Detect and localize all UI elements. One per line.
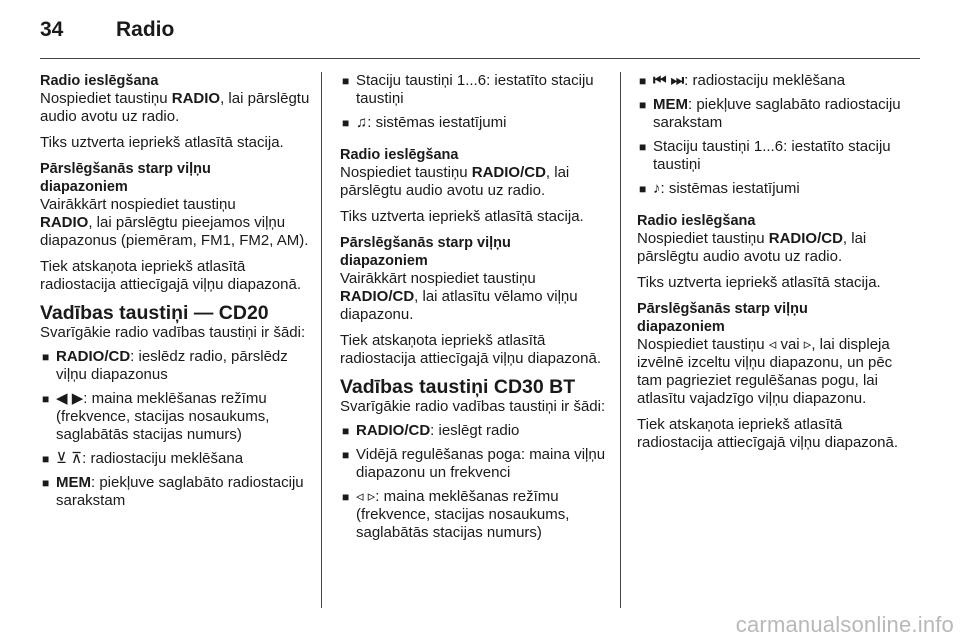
- text: Nospiediet taustiņu: [40, 90, 172, 107]
- text: , lai pārslēgtu pieejamos viļņu diapazonus (piemēram, FM1, FM2, AM).: [40, 214, 309, 249]
- text: Pārslēgšanās starp viļņu: [340, 235, 511, 251]
- text: Nospiediet taustiņu: [340, 164, 472, 181]
- paragraph: [40, 196, 312, 250]
- bullet-icon: ■: [42, 476, 50, 490]
- bullet-icon: ■: [42, 392, 50, 406]
- paragraph: Tiks uztverta iepriekš atlasītā stacija.: [40, 134, 284, 151]
- column-divider: [620, 72, 621, 608]
- list-item: [340, 72, 612, 108]
- paragraph: Tiks uztverta iepriekš atlasītā stacija.: [340, 208, 584, 225]
- list-item: [40, 450, 312, 468]
- key-label: MEM: [653, 96, 688, 113]
- text: : sistēmas iestatījumi: [660, 180, 800, 197]
- list-item: [340, 114, 612, 132]
- text: diapazoniem: [340, 253, 428, 269]
- section-heading: [637, 300, 910, 336]
- paragraph: Tiek atskaņota iepriekš atlasītā radiostacija attiecīgajā viļņu diapazonā.: [40, 258, 301, 293]
- paragraph: Svarīgākie radio vadības taustiņi ir šādi:: [340, 398, 606, 415]
- list-item: [40, 348, 312, 384]
- text: diapazoniem: [637, 319, 725, 335]
- text: Nospiediet taustiņu: [637, 230, 769, 247]
- triangle-right-icon: ▹: [803, 336, 812, 353]
- text: diapazoniem: [40, 179, 128, 195]
- key-list: [340, 422, 612, 542]
- list-item: [40, 390, 312, 444]
- key-label: MEM: [56, 474, 91, 491]
- paragraph: Tiks uztverta iepriekš atlasītā stacija.: [637, 274, 881, 291]
- list-item: [637, 72, 910, 90]
- section-heading: Radio ieslēgšana: [637, 213, 756, 229]
- page-number: 34: [40, 18, 64, 41]
- paragraph: [40, 90, 312, 126]
- text: : piekļuve saglabāto radiostaciju sarakstam: [56, 474, 304, 509]
- section-title: Vadības taustiņi CD30 BT: [340, 376, 576, 398]
- bullet-icon: ■: [342, 448, 350, 462]
- text: , lai pārslēgtu audio avotu uz radio.: [40, 90, 310, 125]
- column-divider: [321, 72, 322, 608]
- paragraph: [340, 270, 612, 324]
- paragraph: [340, 164, 612, 200]
- key-label: RADIO: [40, 214, 89, 231]
- text: : maina meklēšanas režīmu (frekvence, stacijas nosaukums, saglabātās stacijas numurs): [56, 390, 270, 443]
- list-item: [340, 488, 612, 542]
- bullet-icon: ■: [639, 98, 647, 112]
- text: Pārslēgšanās starp viļņu: [637, 301, 808, 317]
- header-rule: [40, 58, 920, 59]
- section-heading: Radio ieslēgšana: [340, 147, 459, 163]
- column-3: [637, 72, 910, 460]
- bullet-icon: ■: [639, 74, 647, 88]
- paragraph: [637, 230, 910, 266]
- page-title: Radio: [116, 18, 175, 41]
- list-item: [40, 474, 312, 510]
- bullet-icon: ■: [42, 350, 50, 364]
- music-note-icon: ♫: [356, 114, 368, 131]
- watermark: carmanualsonline.info: [735, 612, 954, 637]
- text: , lai pārslēgtu audio avotu uz radio.: [340, 164, 570, 199]
- triangle-left-right-icon: ◃ ▹: [356, 488, 376, 505]
- column-1: [40, 72, 312, 516]
- bullet-icon: ■: [639, 182, 647, 196]
- music-settings-icon: ♪: [653, 180, 661, 197]
- bullet-icon: ■: [42, 452, 50, 466]
- list-item: [637, 96, 910, 132]
- text: , lai displeja izvēlnē izceltu viļņu diapazonu, un pēc tam pagrieziet regulēšanas pogu, lai atlasītu vajadzīgo viļņu diapazonu.: [637, 336, 893, 407]
- list-item: [340, 446, 612, 482]
- paragraph: Svarīgākie radio vadības taustiņi ir šādi:: [40, 324, 306, 341]
- text: : radiostaciju meklēšana: [684, 72, 846, 89]
- section-heading: [40, 160, 312, 196]
- text: Pārslēgšanās starp viļņu: [40, 161, 211, 177]
- skip-back-forward-icon: ⏮ ⏭: [653, 72, 685, 89]
- text: : radiostaciju meklēšana: [82, 450, 244, 467]
- column-2: [340, 72, 612, 548]
- seek-icon: ⊻ ⊼: [56, 450, 83, 467]
- text: Vairākkārt nospiediet taustiņu: [40, 196, 236, 213]
- text: : ieslēdz radio, pārslēdz viļņu diapazonus: [56, 348, 288, 383]
- page-header: [40, 18, 920, 58]
- arrow-left-right-icon: ◀ ▶: [56, 390, 84, 407]
- key-label: RADIO/CD: [340, 288, 415, 305]
- text: Nospiediet taustiņu: [637, 336, 769, 353]
- text: : maina meklēšanas režīmu (frekvence, stacijas nosaukums, saglabātās stacijas numurs): [356, 488, 570, 541]
- text: vai: [776, 336, 804, 353]
- key-label: RADIO: [171, 90, 221, 107]
- bullet-icon: ■: [639, 140, 647, 154]
- text: : ieslēgt radio: [430, 422, 520, 439]
- key-label: RADIO/CD: [356, 422, 431, 439]
- list-item: [340, 422, 612, 440]
- text: Vidējā regulēšanas poga: maina viļņu diapazonu un frekvenci: [356, 446, 606, 481]
- section-title: Vadības taustiņi — CD20: [40, 302, 269, 324]
- text: : sistēmas iestatījumi: [367, 114, 507, 131]
- bullet-icon: ■: [342, 424, 350, 438]
- paragraph: Tiek atskaņota iepriekš atlasītā radiostacija attiecīgajā viļņu diapazonā.: [340, 332, 601, 367]
- triangle-left-icon: ◃: [768, 336, 777, 353]
- text: Staciju taustiņi 1...6: iestatīto staciju taustiņi: [653, 138, 891, 173]
- key-label: RADIO/CD: [471, 164, 546, 181]
- paragraph: Tiek atskaņota iepriekš atlasītā radiostacija attiecīgajā viļņu diapazonā.: [637, 416, 898, 451]
- bullet-icon: ■: [342, 490, 350, 504]
- text: : piekļuve saglabāto radiostaciju sarakstam: [653, 96, 901, 131]
- key-list: [340, 72, 612, 132]
- text: Vairākkārt nospiediet taustiņu: [340, 270, 536, 287]
- text: , lai atlasītu vēlamo viļņu diapazonu.: [340, 288, 578, 323]
- list-item: [637, 138, 910, 174]
- key-label: RADIO/CD: [56, 348, 131, 365]
- bullet-icon: ■: [342, 74, 350, 88]
- list-item: [637, 180, 910, 198]
- text: , lai pārslēgtu audio avotu uz radio.: [637, 230, 867, 265]
- key-list: [637, 72, 910, 198]
- paragraph: [637, 336, 910, 408]
- key-list: [40, 348, 312, 510]
- section-heading: Radio ieslēgšana: [40, 73, 159, 89]
- text: Staciju taustiņi 1...6: iestatīto staciju taustiņi: [356, 72, 594, 107]
- key-label: RADIO/CD: [768, 230, 843, 247]
- bullet-icon: ■: [342, 116, 350, 130]
- section-heading: [340, 234, 612, 270]
